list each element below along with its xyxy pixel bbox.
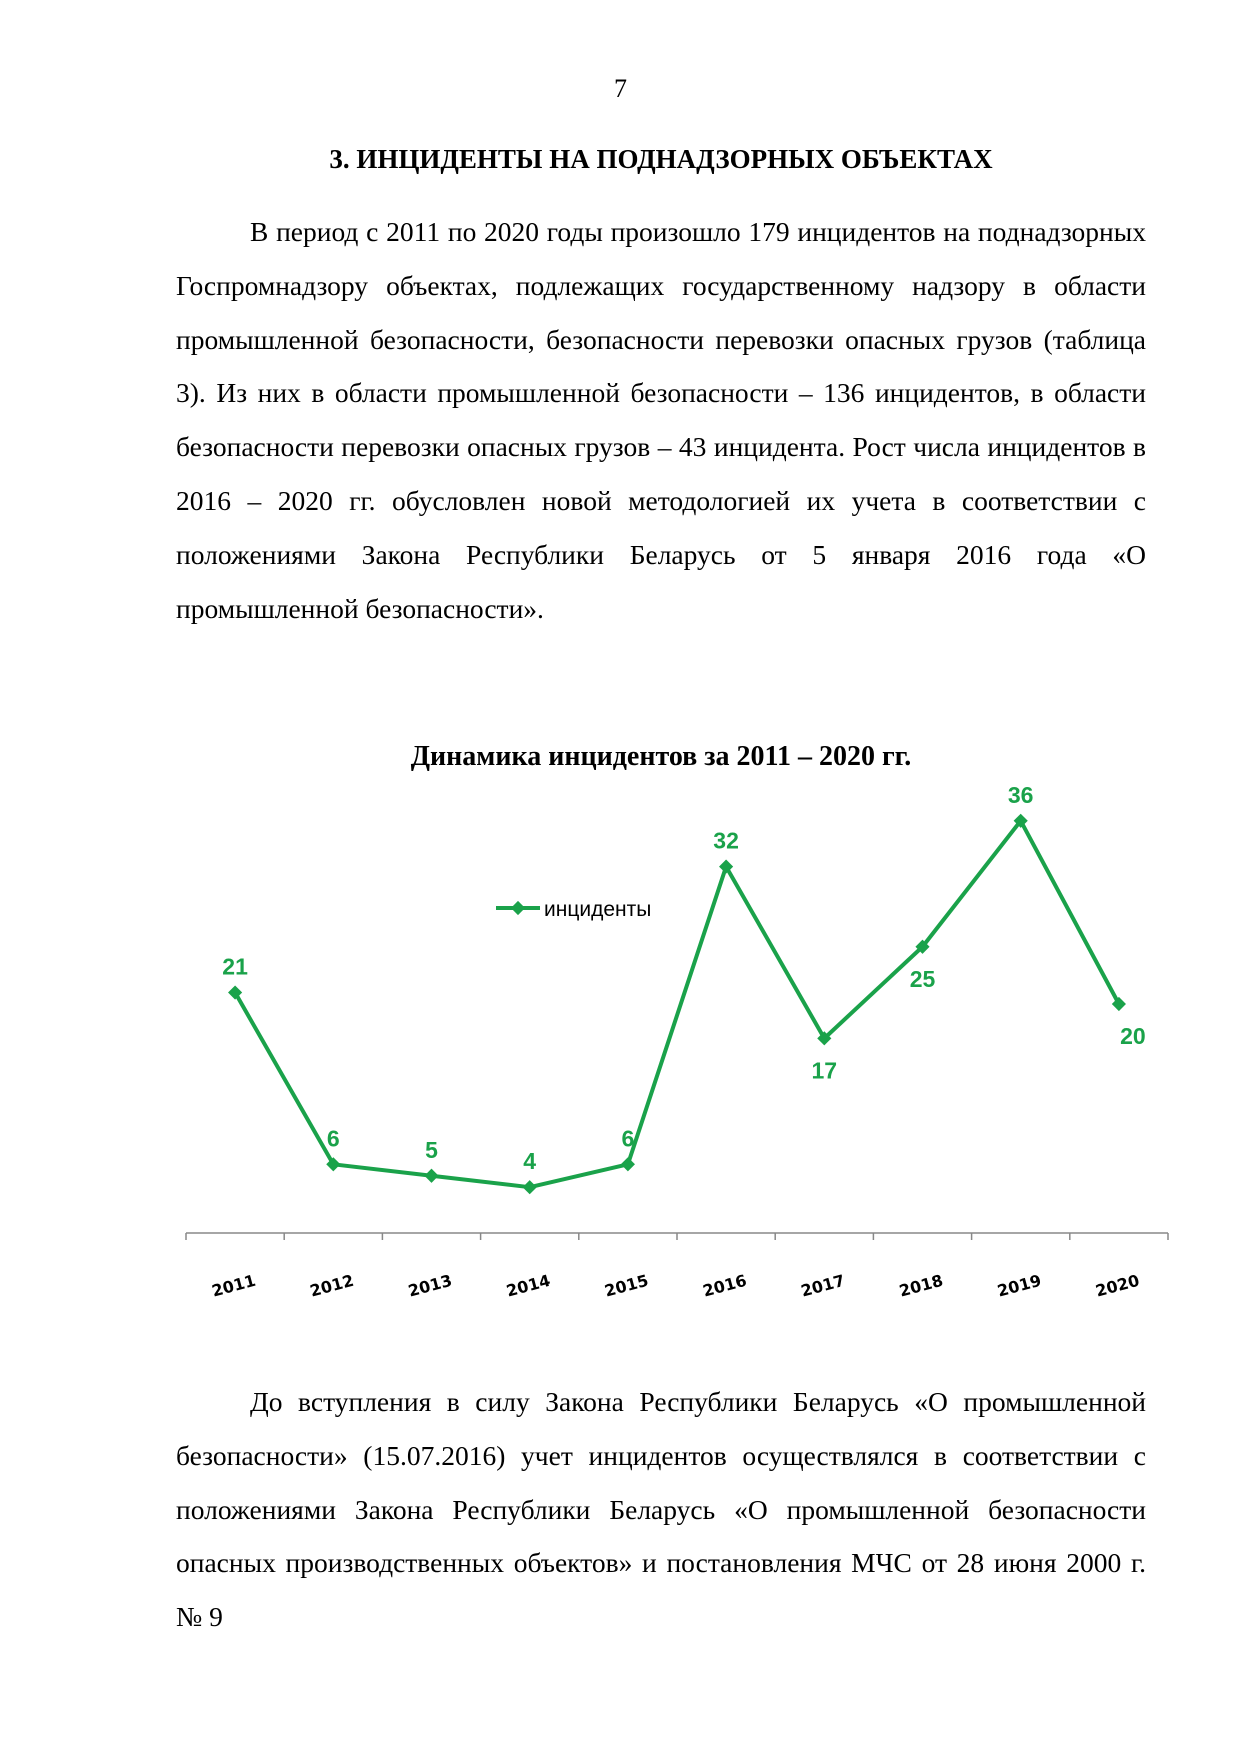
- x-tick-label: 2013: [406, 1270, 455, 1301]
- data-label: 4: [523, 1148, 537, 1175]
- paragraph-intro: В период с 2011 по 2020 годы произошло 179 инцидентов на поднадзорных Госпромнадзору объектах, подлежащих государственному надзору в области промышленной безопасности, безопасности перевозки опасных грузов (таблица 3). Из них в области промышленной безопасности – 136 инцидентов, в области безопасности перевозки опасных грузов – 43 инцидента. Рост числа инцидентов в 2016 – 2020 гг. обусловлен новой методологией их учета в соответствии с положениями Закона Республики Беларусь от 5 января 2016 года «О промышленной безопасности».: [176, 216, 1146, 624]
- data-point: [719, 860, 733, 874]
- x-tick-label: 2018: [897, 1270, 946, 1301]
- legend-marker: [511, 901, 525, 915]
- data-label: 36: [1007, 781, 1034, 808]
- x-tick-label: 2017: [798, 1270, 847, 1301]
- page-number: 7: [614, 74, 627, 103]
- data-point: [1112, 997, 1126, 1011]
- x-tick-label: 2019: [995, 1270, 1044, 1301]
- x-tick-label: 2020: [1093, 1270, 1142, 1301]
- x-tick-label: 2015: [602, 1270, 651, 1301]
- data-point: [621, 1157, 635, 1171]
- paragraph-continuation: До вступления в силу Закона Республики Беларусь «О промышленной безопасности» (15.07.2016) учет инцидентов осуществлялся в соответствии с положениями Закона Республики Беларусь «О промышленной безопасности опасных производственных объектов» и постановления МЧС от 28 июня 2000 г. № 9: [176, 1386, 1146, 1633]
- data-label: 6: [621, 1125, 635, 1152]
- data-label: 6: [326, 1125, 340, 1152]
- series-line-0: [235, 821, 1119, 1187]
- data-point: [523, 1180, 537, 1194]
- data-point: [915, 940, 929, 954]
- data-point: [817, 1031, 831, 1045]
- legend-label: инциденты: [544, 898, 652, 921]
- x-tick-label: 2014: [504, 1270, 553, 1301]
- data-point: [424, 1169, 438, 1183]
- x-tick-label: 2011: [209, 1270, 258, 1301]
- data-point: [326, 1157, 340, 1171]
- data-label: 25: [909, 965, 936, 992]
- data-label: 20: [1120, 1023, 1146, 1049]
- data-point: [228, 985, 242, 999]
- x-tick-label: 2016: [700, 1270, 749, 1301]
- data-label: 21: [222, 953, 248, 980]
- section-title: 3. ИНЦИДЕНТЫ НА ПОДНАДЗОРНЫХ ОБЪЕКТАХ: [329, 144, 993, 174]
- data-label: 5: [425, 1136, 438, 1163]
- data-point: [1014, 814, 1028, 828]
- data-label: 17: [811, 1057, 838, 1084]
- chart-title: Динамика инцидентов за 2011 – 2020 гг.: [410, 741, 912, 772]
- data-label: 32: [713, 827, 739, 854]
- x-tick-label: 2012: [307, 1270, 356, 1301]
